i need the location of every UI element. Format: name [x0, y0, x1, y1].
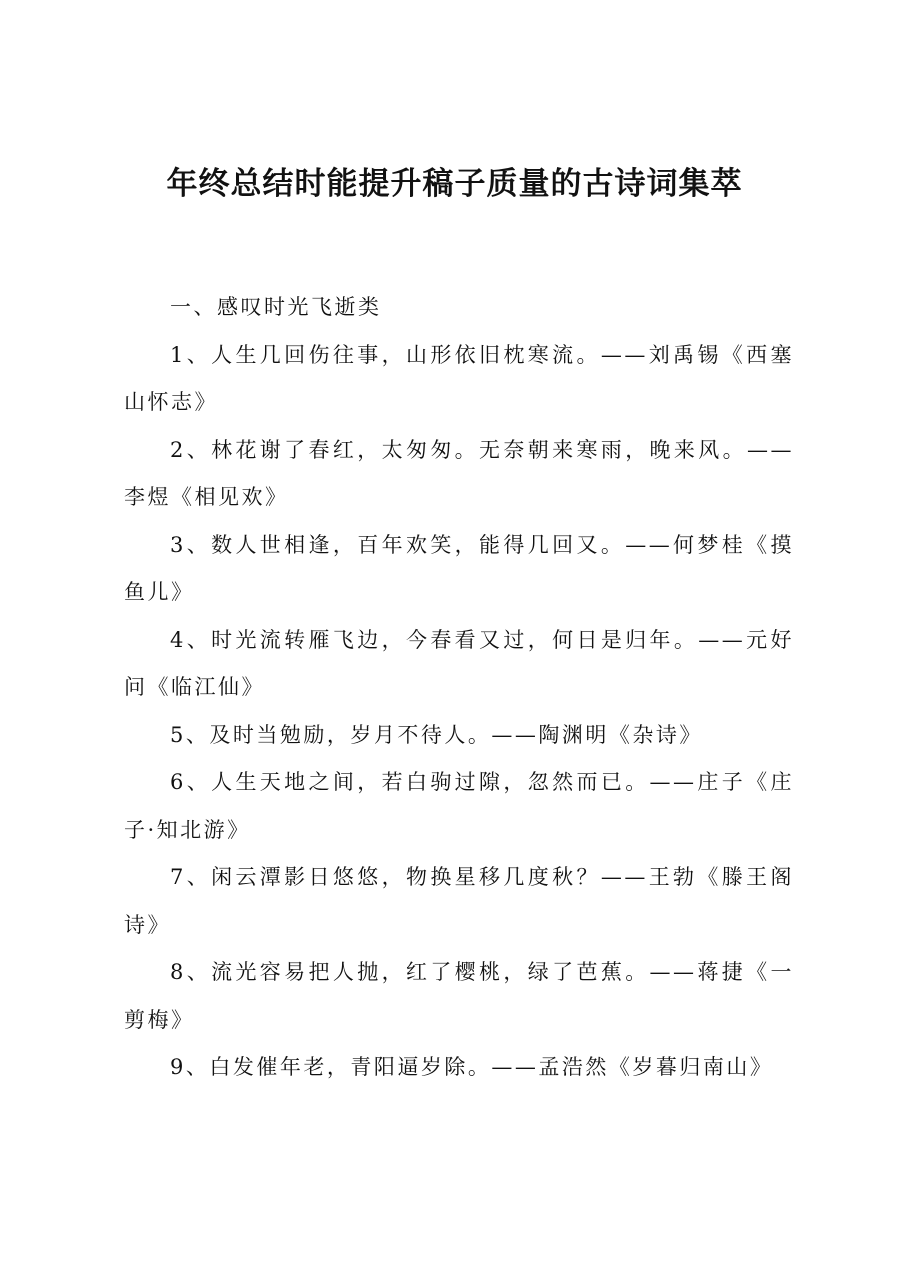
poem-item-4: 4、时光流转雁飞边，今春看又过，何日是归年。——元好问《临江仙》 [124, 627, 794, 699]
poem-item-9: 9、白发催年老，青阳逼岁除。——孟浩然《岁暮归南山》 [170, 1055, 774, 1079]
document-body [124, 284, 794, 1092]
poem-item-1: 1、人生几回伤往事，山形依旧枕寒流。——刘禹锡《西塞山怀志》 [124, 342, 794, 414]
section-heading: 一、感叹时光飞逝类 [170, 295, 382, 319]
poem-item-6: 6、人生天地之间，若白驹过隙，忽然而已。——庄子《庄子·知北游》 [124, 770, 794, 842]
poem-item-2: 2、林花谢了春红，太匆匆。无奈朝来寒雨，晚来风。——李煜《相见欢》 [124, 437, 794, 509]
document-title: 年终总结时能提升稿子质量的古诗词集萃 [166, 166, 743, 202]
poem-item-8: 8、流光容易把人抛，红了樱桃，绿了芭蕉。——蒋捷《一剪梅》 [124, 960, 794, 1032]
poem-item-5: 5、及时当勉励，岁月不待人。——陶渊明《杂诗》 [170, 722, 703, 747]
poem-item-3: 3、数人世相逢，百年欢笑，能得几回又。——何梦桂《摸鱼儿》 [124, 532, 794, 604]
poem-item-7: 7、闲云潭影日悠悠，物换星移几度秋？——王勃《滕王阁诗》 [124, 865, 794, 937]
